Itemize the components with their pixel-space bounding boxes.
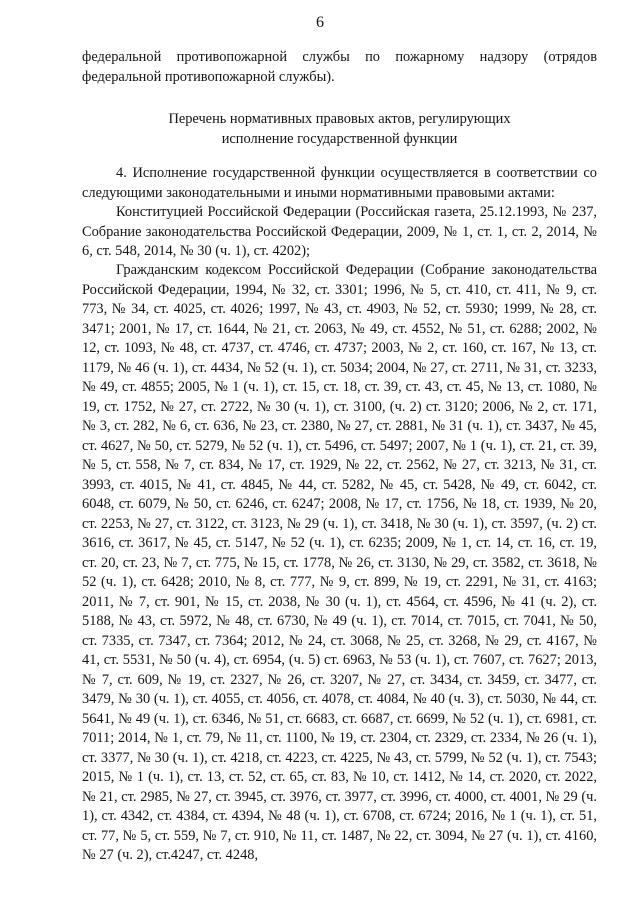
civil-code-paragraph: Гражданским кодексом Российской Федерации (Собрание законодательства Российской Федерации, 1994, № 32, ст. 3301; 1996, № 5, ст. 410, ст. 411, № 9, ст. 773, № 34, ст. 4025, ст. 4026; 1997, № 43, ст. 4903, № 52, ст. 5930; 1999, № 28, ст. 3471; 2001, № 17, ст. 1644, № 21, ст. 2063, № 49, ст. 4552, № 51, ст. 6288; 2002, № 12, ст. 1093, № 48, ст. 4737, ст. 4746, ст. 4737; 2003, № 2, ст. 160, ст. 167, № 13, ст. 1179, № 46 (ч. 1), ст. 4434, № 52 (ч. 1), ст. 5034; 2004, № 27, ст. 2711, № 31, ст. 3233, № 49, ст. 4855; 2005, № 1 (ч. 1), ст. 15, ст. 18, ст. 39, ст. 43, ст. 45, № 13, ст. 1080, № 19, ст. 1752, № 27, ст. 2722, № 30 (ч. 1), ст. 3100, (ч. 2) ст. 3120; 2006, № 2, ст. 171, № 3, ст. 282, № 6, ст. 636, № 23, ст. 2380, № 27, ст. 2881, № 31 (ч. 1), ст. 3437, № 45, ст. 4627, № 50, ст. 5279, № 52 (ч. 1), ст. 5496, ст. 5497; 2007, № 1 (ч. 1), ст. 21, ст. 39, № 5, ст. 558, № 7, ст. 834, № 17, ст. 1929, № 22, ст. 2562, № 27, ст. 3213, № 31, ст. 3993, ст. 4015, № 41, ст. 4845, № 44, ст. 5282, № 45, ст. 5428, № 49, ст. 6042, ст. 6048, ст. 6079, № 50, ст. 6246, ст. 6247; 2008, № 17, ст. 1756, № 18, ст. 1939, № 20, ст. 2253, № 27, ст. 3122, ст. 3123, № 29 (ч. 1), ст. 3418, № 30 (ч. 1), ст. 3597, (ч. 2) ст. 3616, ст. 3617, № 45, ст. 5147, № 52 (ч. 1), ст. 6235; 2009, № 1, ст. 14, ст. 16, ст. 19, ст. 20, ст. 23, № 7, ст. 775, № 15, ст. 1778, № 26, ст. 3130, № 29, ст. 3582, ст. 3618, № 52 (ч. 1), ст. 6428; 2010, № 8, ст. 777, № 9, ст. 899, № 19, ст. 2291, № 31, ст. 4163; 2011, № 7, ст. 901, № 15, ст. 2038, № 30 (ч. 1), ст. 4564, ст. 4596, № 41 (ч. 2), ст. 5188, № 43, ст. 5972, № 48, ст. 6730, № 49 (ч. 1), ст. 7014, ст. 7015, ст. 7041, № 50, ст. 7335, ст. 7347, ст. 7364; 2012, № 24, ст. 3068, № 25, ст. 3268, № 29, ст. 4167, № 41, ст. 5531, № 50 (ч. 4), ст. 6954, (ч. 5) ст. 6963, № 53 (ч. 1), ст. 7607, ст. 7627; 2013, № 7, ст. 609, № 19, ст. 2327, № 26, ст. 3207, № 27, ст. 3434, ст. 3459, ст. 3477, ст. 3479, № 30 (ч. 1), ст. 4055, ст. 4056, ст. 4078, ст. 4084, № 40 (ч. 3), ст. 5030, № 44, ст. 5641, № 49 (ч. 1), ст. 6346, № 51, ст. 6683, ст. 6687, ст. 6699, № 52 (ч. 1), ст. 6981, ст. 7011; 2014, № 1, ст. 79, № 11, ст. 1100, № 19, ст. 2304, ст. 2329, ст. 2334, № 26 (ч. 1), ст. 3377, № 30 (ч. 1), ст. 4218, ст. 4223, ст. 4225, № 43, ст. 5799, № 52 (ч. 1), ст. 7543; 2015, № 1 (ч. 1), ст. 13, ст. 52, ст. 65, ст. 83, № 10, ст. 1412, № 14, ст. 2020, ст. 2022, № 21, ст. 2985, № 27, ст. 3945, ст. 3976, ст. 3977, ст. 3996, ст. 4000, ст. 4001, № 29 (ч. 1), ст. 4342, ст. 4384, ст. 4394, № 48 (ч. 1), ст. 6708, ст. 6724; 2016, № 1 (ч. 1), ст. 51, ст. 77, № 5, ст. 559, № 7, ст. 910, № 11, ст. 1487, № 22, ст. 3094, № 27 (ч. 1), ст. 4160, № 27 (ч. 2), ст.4247, ст. 4248, — [82, 262, 597, 863]
page-number: 6 — [316, 14, 324, 31]
paragraph-4: 4. Исполнение государственной функции осуществляется в соответствии со следующими законодательными и иными нормативными правовыми актами: — [82, 165, 597, 201]
section-heading-line-1: Перечень нормативных правовых актов, регулирующих — [168, 111, 511, 127]
section-heading — [82, 110, 597, 149]
intro-paragraph: федеральной противопожарной службы по пожарному надзору (отрядов федеральной противопожарной службы). — [82, 49, 597, 85]
section-heading-line-2: исполнение государственной функции — [221, 130, 458, 147]
constitution-paragraph: Конституцией Российской Федерации (Российская газета, 25.12.1993, № 237, Собрание законодательства Российской Федерации, 2009, № 1, ст. 1, ст. 2, 2014, № 6, ст. 548, 2014, № 30 (ч. 1), ст. 4202); — [82, 204, 597, 259]
